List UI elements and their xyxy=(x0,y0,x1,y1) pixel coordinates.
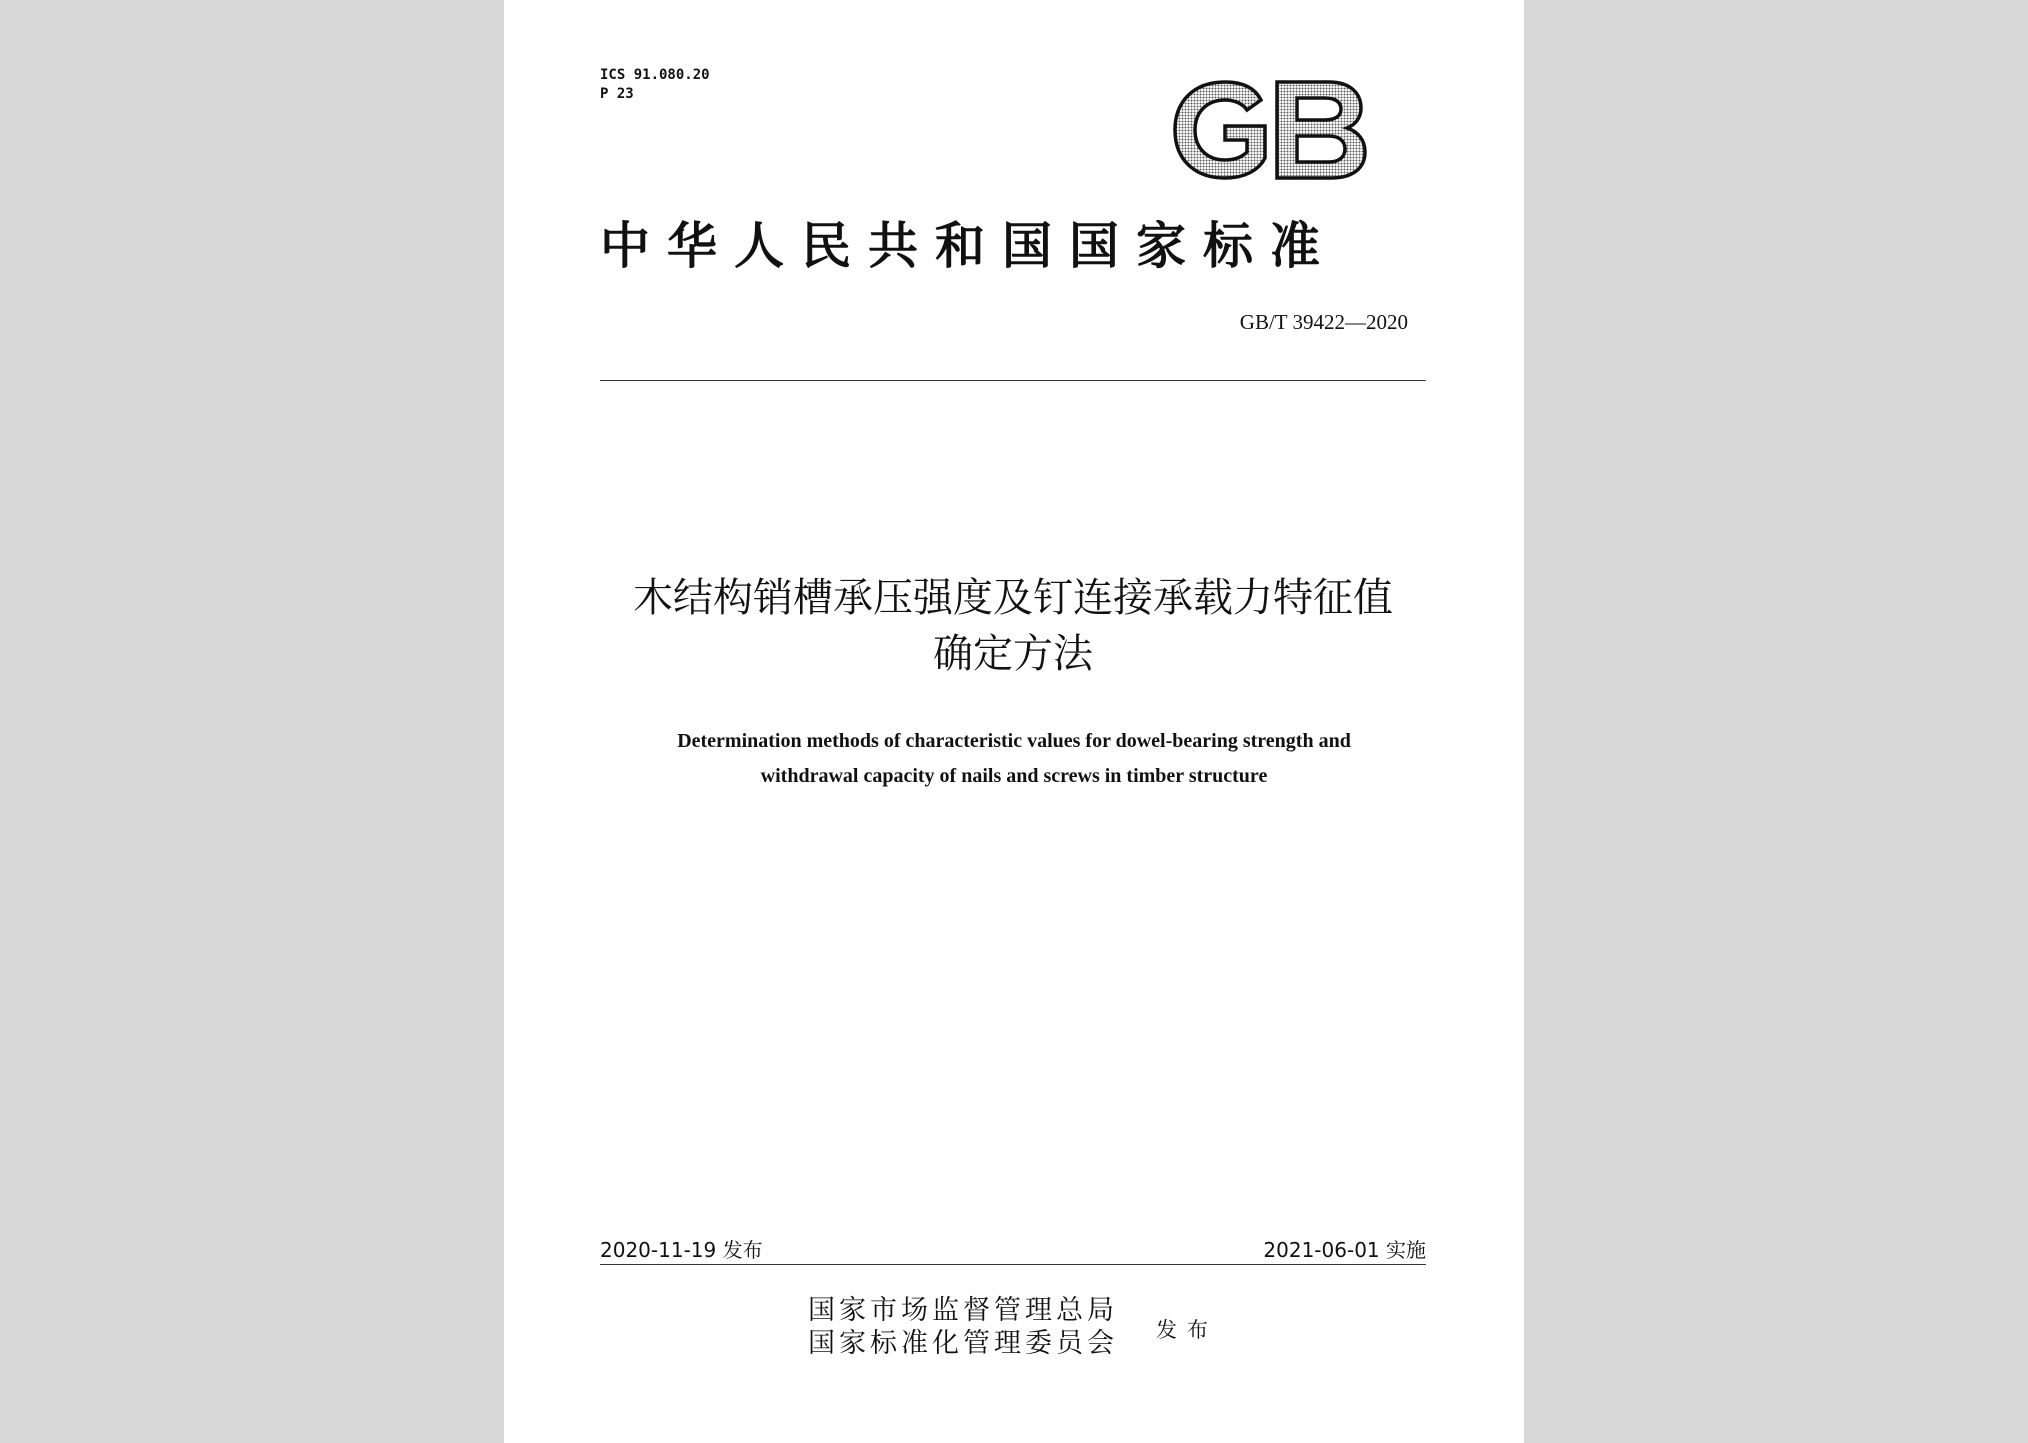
ccs-code: P 23 xyxy=(600,86,634,102)
standard-number: GB/T 39422—2020 xyxy=(1239,310,1408,334)
issuing-authorities xyxy=(808,1294,1118,1360)
ics-code: ICS 91.080.20 xyxy=(600,67,710,83)
issue-date: 2020-11-19 发布 xyxy=(600,1238,763,1262)
classification-codes xyxy=(600,66,710,104)
english-title-line-1: Determination methods of characteristic values for dowel-bearing strength and xyxy=(677,730,1351,752)
issuers-action: 发布 xyxy=(1156,1318,1218,1342)
english-title-line-2: withdrawal capacity of nails and screws in timber structure xyxy=(760,765,1268,787)
bottom-divider xyxy=(600,1264,1426,1265)
implementation-date: 2021-06-01 实施 xyxy=(1263,1238,1426,1262)
chinese-title-line-2: 确定方法 xyxy=(933,631,1093,677)
chinese-title xyxy=(600,570,1426,682)
english-title xyxy=(564,724,1464,794)
issuer-line-2: 国家标准化管理委员会 xyxy=(808,1328,1118,1359)
document-page xyxy=(504,0,1524,1443)
gb-logo xyxy=(1169,78,1369,182)
chinese-title-line-1: 木结构销槽承压强度及钉连接承载力特征值 xyxy=(633,575,1393,621)
org-title: 中华人民共和国国家标准 xyxy=(600,216,1337,275)
top-divider xyxy=(600,380,1426,381)
issuer-line-1: 国家市场监督管理总局 xyxy=(808,1295,1118,1326)
